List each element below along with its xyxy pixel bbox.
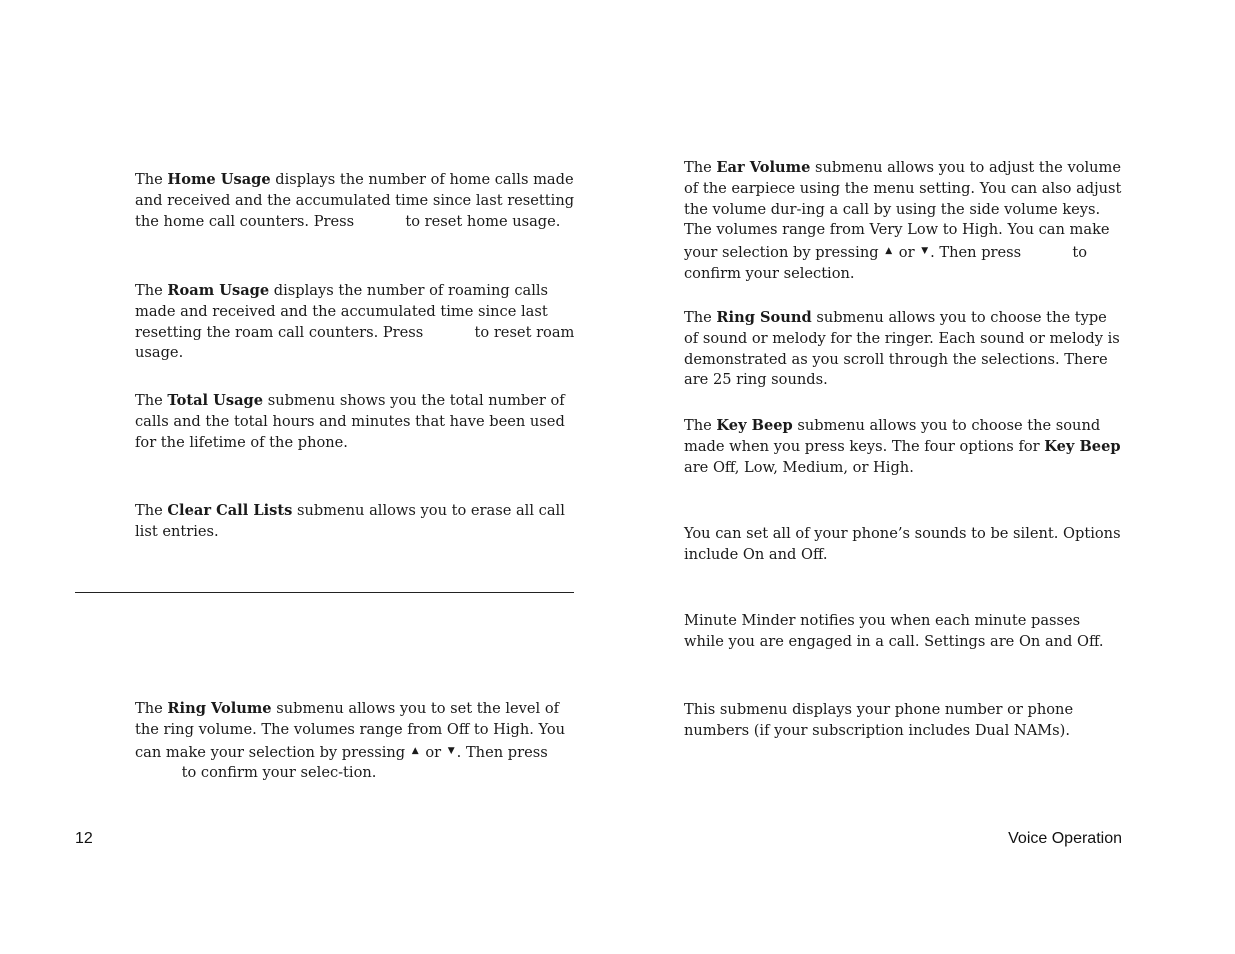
text: The — [684, 159, 717, 176]
term-clear-call-lists: Clear Call Lists — [167, 502, 293, 519]
text: The — [135, 282, 168, 299]
text: displays the number of roaming calls made and received and the accumulated time since last resetting the roam call counters. Press — [135, 282, 549, 341]
text: are Off, Low, Medium, or High. — [684, 458, 914, 476]
roam-usage-paragraph — [135, 281, 575, 364]
key-beep-paragraph — [684, 416, 1124, 478]
text: or — [894, 244, 920, 262]
text: . Then press — [930, 244, 1026, 262]
text: displays the number of home calls made and received and the accumulated time since last resetting the home call counters. Press — [135, 171, 575, 230]
text: Minute Minder notifies you when each minute passes while you are engaged in a call. Settings are On and Off. — [684, 612, 1104, 650]
down-arrow-icon: ▼ — [921, 246, 929, 257]
text: to confirm your selec-tion. — [177, 764, 377, 782]
text: The — [684, 309, 717, 326]
text: You can set all of your phone’s sounds to be silent. Options include On and Off. — [684, 525, 1121, 563]
text: The — [135, 171, 168, 188]
phone-number-paragraph — [684, 700, 1124, 742]
up-arrow-icon: ▲ — [411, 745, 419, 756]
text: submenu shows you the total number of calls and the total hours and minutes that have been used for the lifetime of the phone. — [135, 392, 565, 451]
term-ear-volume: Ear Volume — [716, 159, 811, 176]
text: to reset home usage. — [400, 212, 561, 230]
silent-paragraph — [684, 524, 1124, 566]
home-usage-paragraph — [135, 170, 575, 232]
page-number: 12 — [75, 830, 93, 847]
total-usage-paragraph — [135, 391, 575, 453]
text: The — [135, 502, 168, 519]
term-ring-volume: Ring Volume — [167, 700, 272, 717]
minute-minder-paragraph — [684, 611, 1124, 653]
term-key-beep: Key Beep — [716, 417, 793, 434]
term-key-beep-2: Key Beep — [1044, 437, 1121, 455]
text: The — [135, 392, 168, 409]
text: submenu allows you to choose the type of sound or melody for the ringer. Each sound or melody is demonstrated as you scroll through the selections. There are 25 ring sounds. — [684, 309, 1120, 389]
down-arrow-icon: ▼ — [447, 745, 455, 756]
text: to confirm your selection. — [684, 244, 1088, 282]
clear-call-lists-paragraph — [135, 501, 585, 543]
ring-volume-paragraph — [135, 699, 575, 784]
text: submenu allows you to choose the sound made when you press keys. The four options for — [684, 417, 1101, 455]
text: The — [135, 700, 168, 717]
up-arrow-icon: ▲ — [885, 246, 893, 257]
term-ring-sound: Ring Sound — [716, 309, 812, 326]
text: submenu allows you to adjust the volume of the earpiece using the menu setting. You can also adjust the volume dur-ing a call by using the side volume keys. The volumes range from Very Low to High. You can make your selection by pressing — [684, 159, 1122, 262]
text: submenu allows you to set the level of the ring volume. The volumes range from Off to High. You can make your selection by pressing — [135, 700, 566, 761]
section-divider — [75, 592, 574, 593]
term-home-usage: Home Usage — [167, 171, 271, 188]
text: . Then press — [456, 743, 548, 761]
text: The — [684, 417, 717, 434]
text: This submenu displays your phone number or phone numbers (if your subscription includes Dual NAMs). — [684, 701, 1074, 739]
term-roam-usage: Roam Usage — [167, 282, 270, 299]
ring-sound-paragraph — [684, 308, 1124, 391]
text: to reset roam usage. — [135, 323, 575, 362]
ear-volume-paragraph — [684, 158, 1124, 285]
section-title: Voice Operation — [1008, 830, 1122, 847]
term-total-usage: Total Usage — [167, 392, 264, 409]
text: submenu allows you to erase all call list entries. — [135, 502, 565, 540]
text: or — [420, 743, 446, 761]
